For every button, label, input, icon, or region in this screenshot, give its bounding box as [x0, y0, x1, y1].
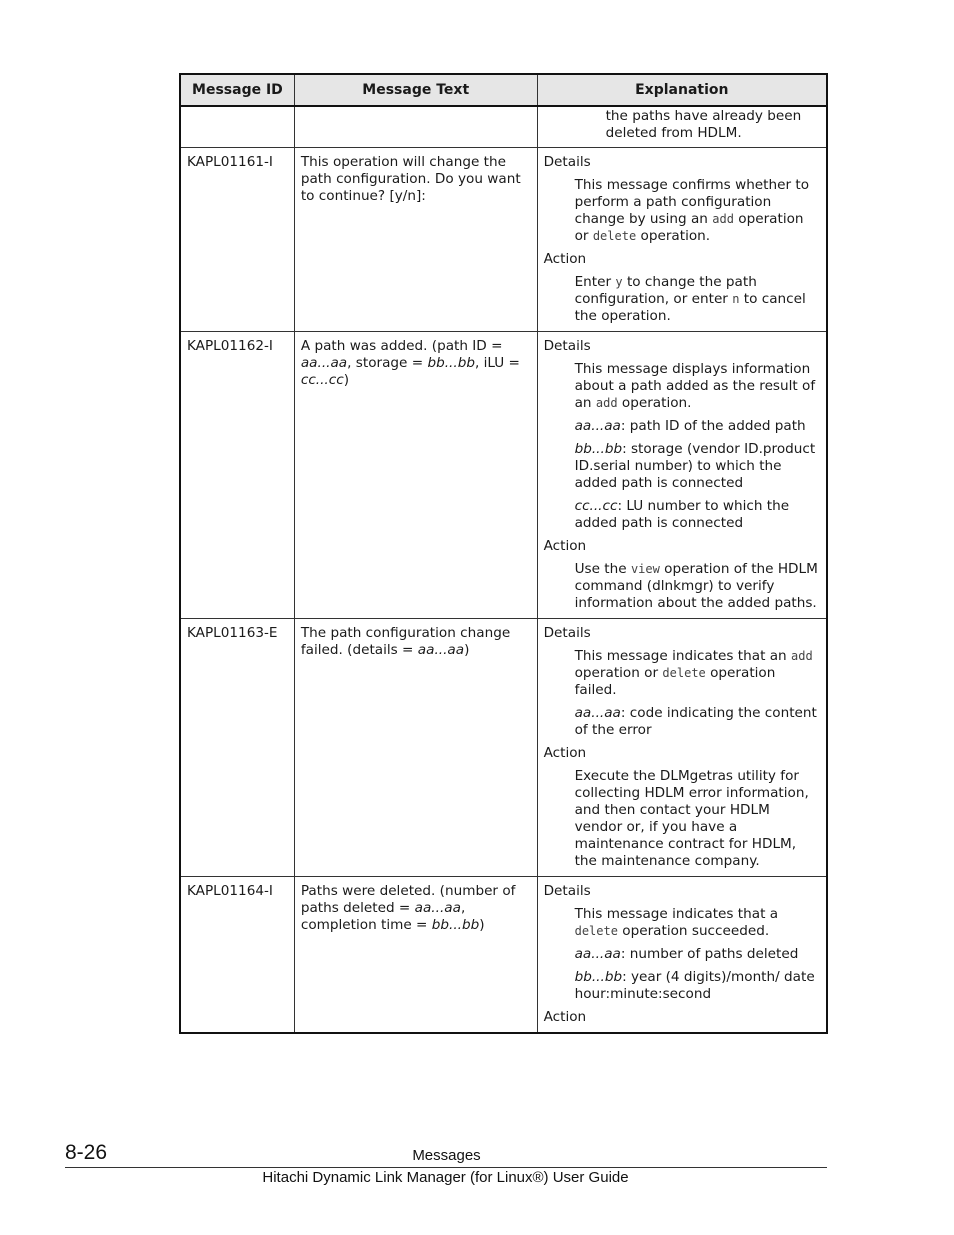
footer-divider — [65, 1167, 827, 1168]
text-run: operation succeeded. — [617, 923, 770, 939]
text-run: A path was added. (path ID = — [300, 338, 503, 354]
details-label: Details — [543, 154, 591, 170]
variable-term: aa...aa — [417, 642, 465, 658]
code-term: delete — [592, 229, 637, 243]
variable-term: bb...bb — [431, 917, 480, 933]
text-run: , completion time = — [300, 900, 466, 933]
variable-term: bb...bb — [574, 441, 623, 457]
details-paragraph — [575, 946, 820, 963]
text-run: This operation will change the path configuration. Do you want to continue? [y/n]: — [300, 154, 521, 204]
continuation-row — [180, 106, 827, 148]
variable-term: aa...aa — [574, 705, 621, 721]
page-number: 8-26 — [65, 1141, 108, 1164]
explanation-cell — [537, 148, 827, 332]
text-run: This message displays information about a path added as the result of an — [574, 361, 816, 411]
continuation-line: deleted from HDLM. — [605, 125, 742, 141]
text-run: This message confirms whether to perform a path configuration change by using an — [574, 177, 810, 227]
table-row — [180, 619, 827, 877]
message-id-cell: KAPL01164-I — [180, 877, 294, 1034]
details-paragraph — [575, 906, 820, 940]
table-row — [180, 148, 827, 332]
details-label: Details — [543, 625, 591, 641]
text-run: , storage = — [347, 355, 428, 371]
message-text-cell — [294, 148, 537, 332]
action-body — [575, 768, 820, 870]
variable-term: aa...aa — [574, 418, 621, 434]
code-term: n — [732, 292, 740, 306]
text-run: This message indicates that an — [574, 648, 791, 664]
message-id-cell: KAPL01162-I — [180, 332, 294, 619]
code-term: add — [791, 649, 813, 663]
code-term: add — [595, 396, 618, 410]
variable-term: aa...aa — [414, 900, 461, 916]
header-explanation: Explanation — [537, 74, 827, 106]
text-run: : year (4 digits)/month/ date hour:minute:second — [574, 969, 815, 1002]
details-paragraph — [575, 498, 820, 532]
details-paragraph — [575, 418, 820, 435]
action-body — [575, 274, 820, 325]
text-run: The path configuration change failed. (details = — [300, 625, 511, 658]
message-text-cell — [294, 332, 537, 619]
table-row — [180, 877, 827, 1034]
text-run: operation or — [574, 665, 663, 681]
footer-section-name: Messages — [412, 1147, 481, 1164]
continuation-id-cell — [180, 106, 294, 148]
text-run: Execute the DLMgetras utility for collecting HDLM error information, and then contact your HDLM vendor or, if you have a maintenance contract for HDLM, the maintenance company. — [574, 768, 809, 869]
text-run: ) — [343, 372, 350, 388]
text-run: : storage (vendor ID.product ID.serial number) to which the added path is connected — [574, 441, 816, 491]
message-text-cell — [294, 877, 537, 1034]
text-run: to cancel the operation. — [574, 291, 806, 324]
text-run: , iLU = — [474, 355, 520, 371]
footer-book-title: Hitachi Dynamic Link Manager (for Linux®) User Guide — [262, 1169, 629, 1186]
details-body — [575, 177, 820, 245]
table-row — [180, 332, 827, 619]
action-paragraph — [575, 768, 820, 870]
variable-term: cc...cc — [574, 498, 618, 514]
variable-term: aa...aa — [300, 355, 348, 371]
details-body — [575, 648, 820, 739]
message-id-cell: KAPL01161-I — [180, 148, 294, 332]
action-label: Action — [543, 251, 587, 267]
variable-term: cc...cc — [300, 372, 344, 388]
text-run: This message indicates that a — [574, 906, 779, 922]
text-run: ) — [464, 642, 470, 658]
action-label: Action — [543, 1009, 587, 1025]
details-paragraph — [575, 361, 820, 412]
variable-term: bb...bb — [427, 355, 475, 371]
code-term: y — [615, 275, 623, 289]
text-run: operation of the HDLM command (dlnkmgr) to verify information about the added paths. — [574, 561, 818, 611]
text-run: : code indicating the content of the error — [574, 705, 817, 738]
continuation-explanation-cell — [537, 106, 827, 148]
text-run: ) — [479, 917, 485, 933]
variable-term: aa...aa — [574, 946, 621, 962]
code-term: delete — [662, 666, 706, 680]
details-body — [575, 906, 820, 1003]
details-paragraph — [575, 648, 820, 699]
details-paragraph — [575, 705, 820, 739]
variable-term: bb...bb — [574, 969, 623, 985]
message-text-cell — [294, 619, 537, 877]
text-run: operation. — [636, 228, 711, 244]
text-run: Use the — [574, 561, 631, 577]
text-run: to change the path configuration, or enter — [574, 274, 757, 307]
details-label: Details — [543, 883, 591, 899]
action-label: Action — [543, 745, 587, 761]
message-id-cell: KAPL01163-E — [180, 619, 294, 877]
text-run: Enter — [574, 274, 616, 290]
message-table — [179, 73, 828, 1034]
header-message-text: Message Text — [294, 74, 537, 106]
text-run: operation. — [617, 395, 692, 411]
details-paragraph — [575, 441, 820, 492]
text-run: operation failed. — [574, 665, 776, 698]
text-run: : number of paths deleted — [620, 946, 799, 962]
explanation-cell — [537, 619, 827, 877]
code-term: view — [630, 562, 660, 576]
text-run: Paths were deleted. (number of paths deleted = — [300, 883, 516, 916]
details-paragraph — [575, 177, 820, 245]
action-paragraph — [575, 274, 820, 325]
header-row — [180, 74, 827, 106]
continuation-text-cell — [294, 106, 537, 148]
explanation-cell — [537, 332, 827, 619]
details-paragraph — [575, 969, 820, 1003]
action-paragraph — [575, 561, 820, 612]
continuation-line: the paths have already been — [605, 108, 802, 124]
code-term: add — [712, 212, 734, 226]
text-run: operation or — [574, 211, 804, 244]
details-body — [575, 361, 820, 532]
text-run: : path ID of the added path — [620, 418, 806, 434]
header-message-id: Message ID — [180, 74, 294, 106]
code-term: delete — [574, 924, 618, 938]
text-run: : LU number to which the added path is connected — [574, 498, 790, 531]
explanation-cell — [537, 877, 827, 1034]
action-label: Action — [543, 538, 587, 554]
details-label: Details — [543, 338, 591, 354]
action-body — [575, 561, 820, 612]
